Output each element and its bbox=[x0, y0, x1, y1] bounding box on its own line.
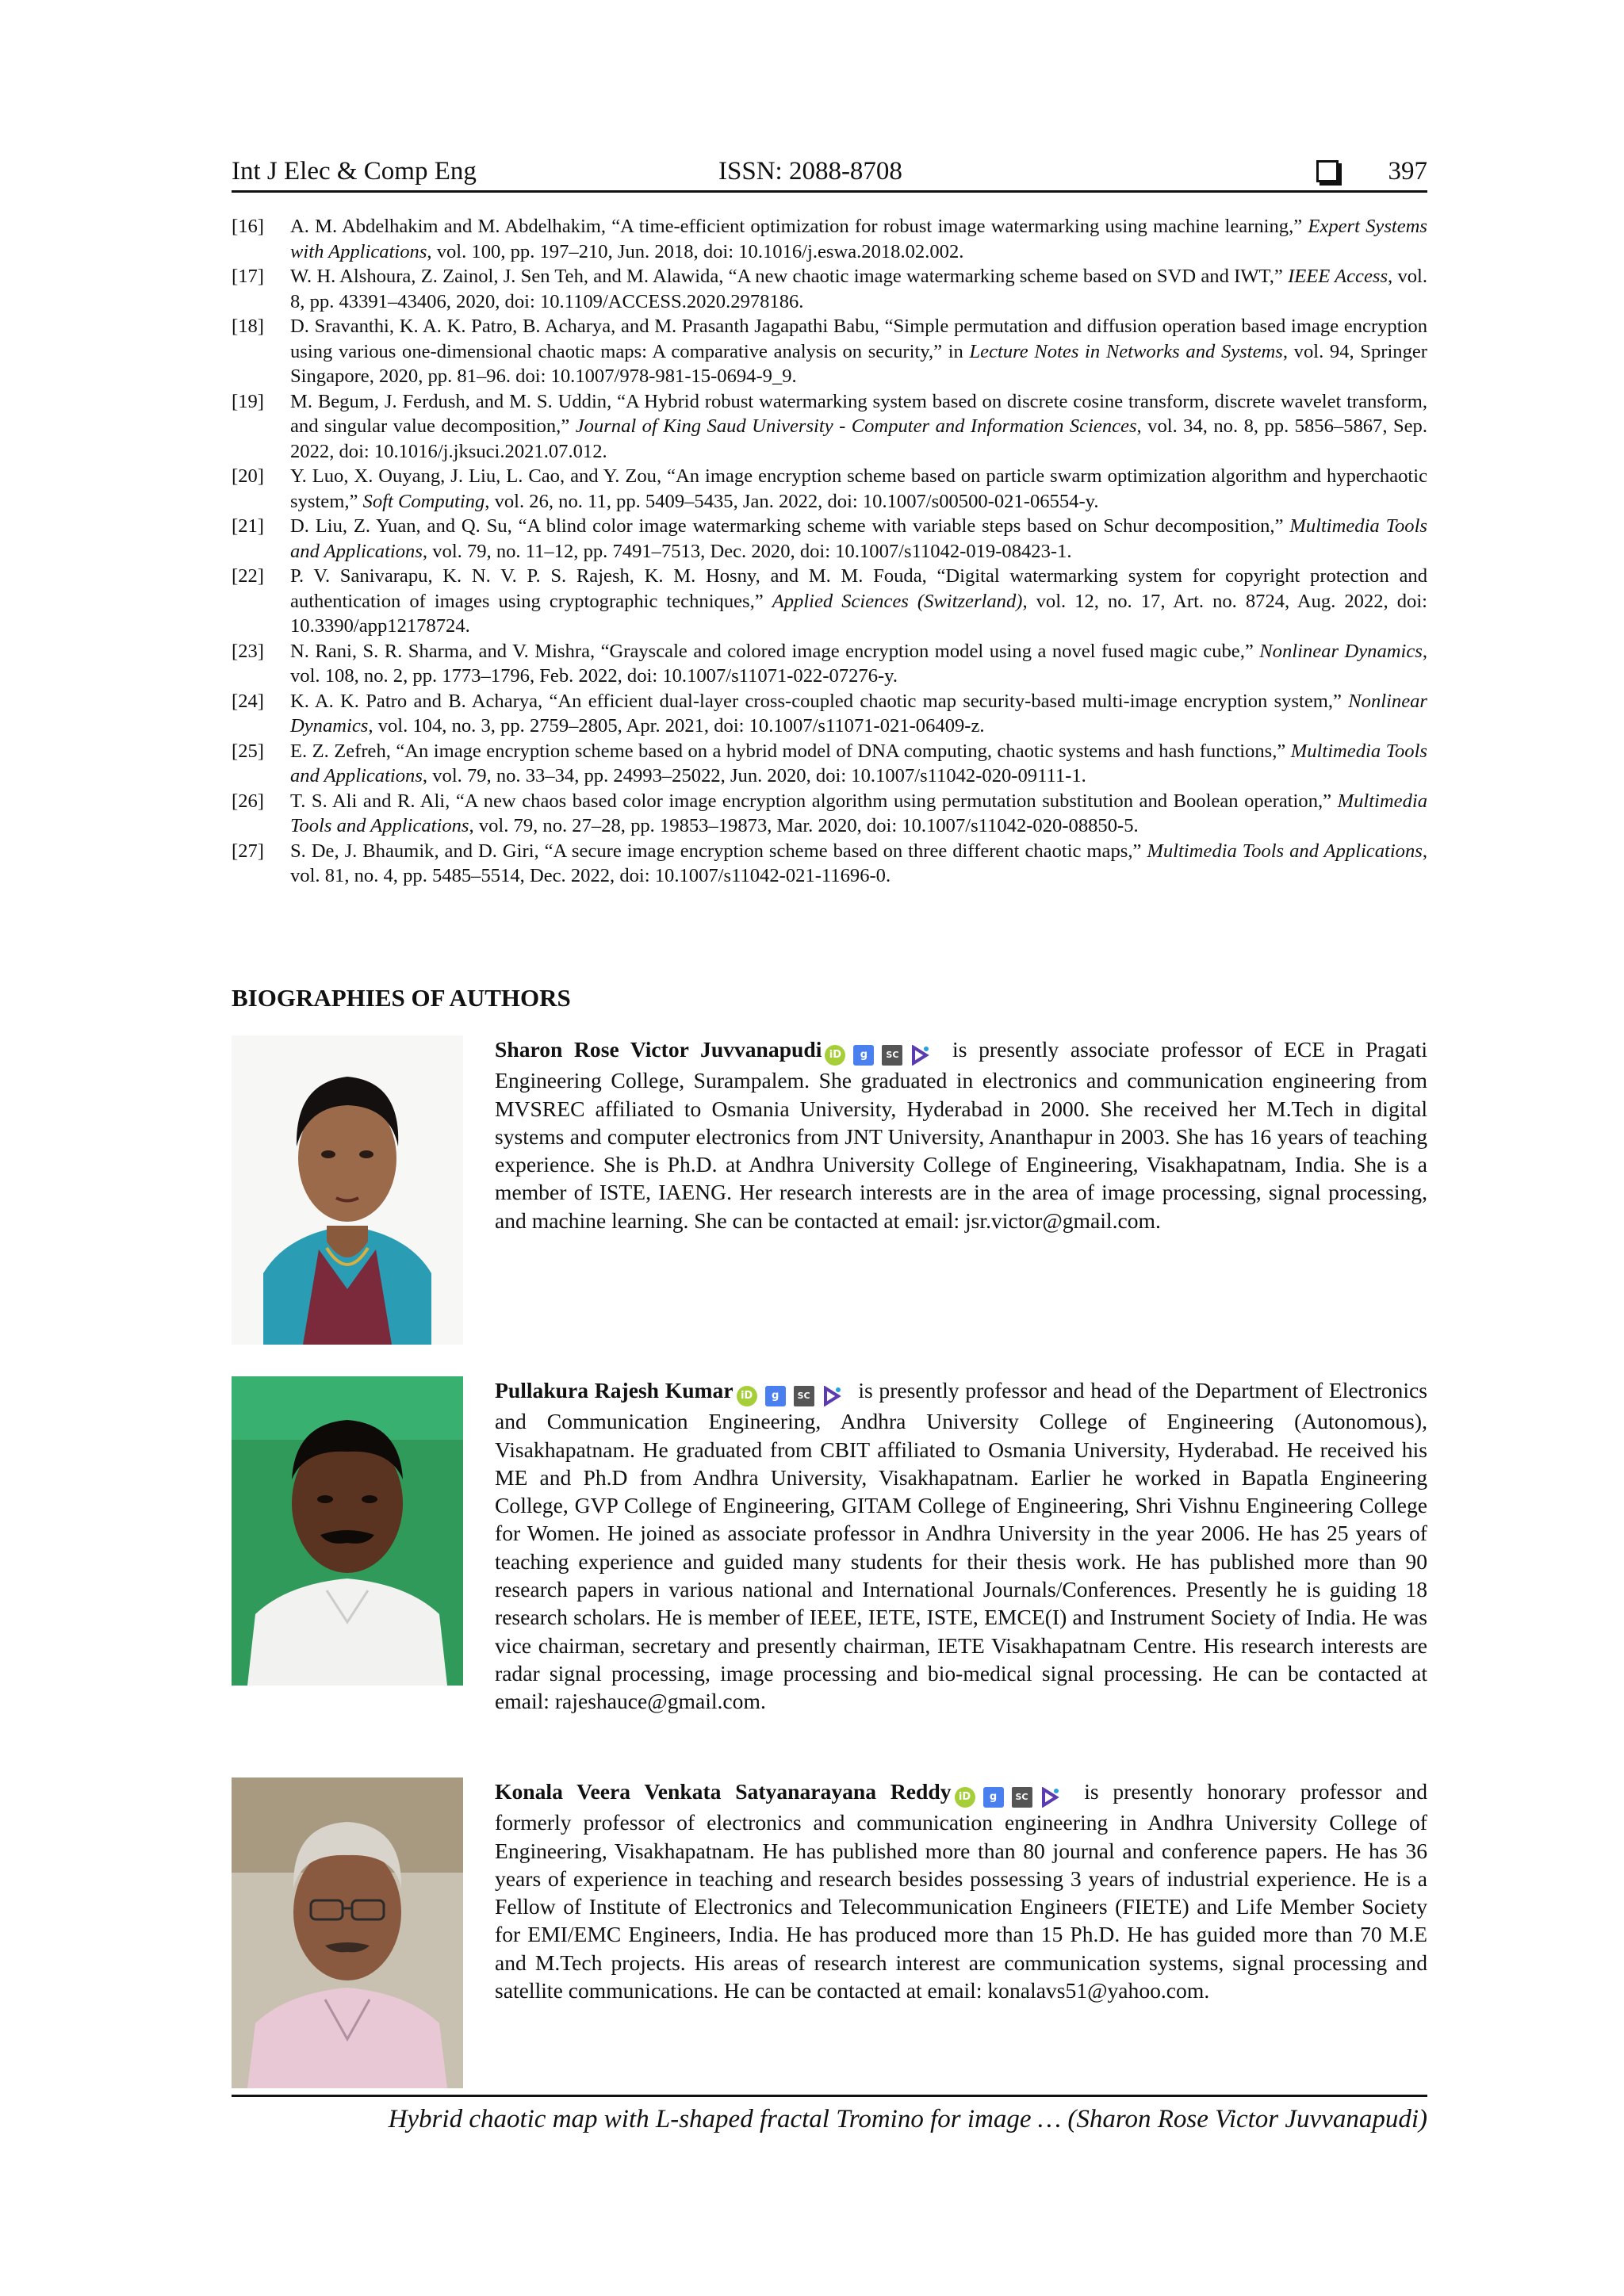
reference-item bbox=[232, 639, 1427, 689]
reference-text: D. Liu, Z. Yuan, and Q. Su, “A blind color image watermarking scheme with variable steps based on Schur decomposition,” bbox=[290, 515, 1290, 537]
running-footer bbox=[232, 2095, 1427, 2137]
author-bio bbox=[232, 1777, 1427, 2088]
reference-details: , vol. 79, no. 27–28, pp. 19853–19873, Mar. 2020, doi: 10.1007/s11042-020-08850-5. bbox=[469, 815, 1139, 836]
reference-item bbox=[232, 564, 1427, 639]
bio-text bbox=[495, 1777, 1427, 2004]
reference-item bbox=[232, 264, 1427, 314]
reference-venue: Multimedia Tools and Applications bbox=[290, 740, 1428, 786]
reference-list bbox=[232, 214, 1427, 889]
reference-number: [23] bbox=[232, 640, 264, 662]
reference-venue: Soft Computing bbox=[362, 490, 485, 512]
reference-number: [22] bbox=[232, 565, 264, 587]
reference-text: Y. Luo, X. Ouyang, J. Liu, L. Cao, and Y. Zou, “An image encryption scheme based on particle swarm optimization algorithm and hyperchaotic system,” bbox=[290, 465, 1427, 512]
reference-item bbox=[232, 389, 1427, 465]
reference-text: K. A. K. Patro and B. Acharya, “An efficient dual-layer cross-coupled chaotic map security-based multi-image encryption system,” bbox=[290, 690, 1349, 712]
reference-venue: Lecture Notes in Networks and Systems bbox=[969, 340, 1283, 362]
reference-item bbox=[232, 514, 1427, 564]
reference-text: P. V. Sanivarapu, K. N. V. P. S. Rajesh, K. M. Hosny, and M. M. Fouda, “Digital watermarking system for copyright protection and authentication of images using cryptographic techniques,” bbox=[290, 565, 1427, 612]
reference-details: , vol. 100, pp. 197–210, Jun. 2018, doi: 10.1016/j.eswa.2018.02.002. bbox=[427, 240, 964, 262]
reference-number: [24] bbox=[232, 690, 264, 712]
bio-text bbox=[495, 1035, 1427, 1234]
author-photo-illustration bbox=[232, 1376, 463, 1686]
reference-item bbox=[232, 839, 1427, 889]
reference-venue: Journal of King Saud University - Computer and Information Sciences bbox=[575, 415, 1137, 437]
bio-body: is presently professor and head of the Department of Electronics and Communication Engineering, Andhra University College of Engineering (Autonomous), Visakhapatnam. He graduated from CBIT affiliated to Osmania University, Hyderabad. He received his ME and Ph.D from Andhra University, Visakhapatnam. Earlier he worked in Bapatla Engineering College, GVP College of Engineering, GITAM College of Engineering, Shri Vishnu Engineering College for Women. He joined as associate professor in Andhra University in the year 2006. He has 25 years of teaching experience and guided many students for their thesis work. He has published more than 90 research papers in various national and International Journals/Conferences. Presently he is guiding 18 research scholars. He is member of IEEE, IETE, ISTE, EMCE(I) and Instrument Society of India. He was vice chairman, secretary and presently chairman, IETE Visakhapatnam Centre. His research interests are radar signal processing, image processing and bio-medical signal processing. He can be contacted at email: rajeshauce@gmail.com. bbox=[495, 1378, 1427, 1714]
reference-item bbox=[232, 314, 1427, 389]
reference-venue: Multimedia Tools and Applications bbox=[290, 790, 1427, 836]
bio-body: is presently honorary professor and formerly professor of electronics and communication engineering in Andhra University College of Engineering, Visakhapatnam. He has published more than 80 journal and conference papers. He has 36 years of experience in teaching and research besides possessing 3 years of industrial experience. He is a Fellow of Institute of Electronics and Telecommunication Engineers (FIETE) and Life Member Society for EMI/EMC Engineers, India. He has produced more than 15 Ph.D. He has guided more than 70 M.E and M.Tech projects. His areas of research interest are communication systems, signal processing and satellite communications. He can be contacted at email: konalavs51@yahoo.com. bbox=[495, 1779, 1427, 2003]
reference-number: [16] bbox=[232, 216, 264, 237]
orcid-icon[interactable]: iD bbox=[737, 1386, 757, 1406]
author-photo-illustration bbox=[232, 1777, 463, 2088]
reference-item bbox=[232, 789, 1427, 839]
reference-number: [20] bbox=[232, 465, 264, 487]
author-name: Konala Veera Venkata Satyanarayana Reddy bbox=[495, 1779, 952, 1804]
footer-title: Hybrid chaotic map with L-shaped fractal Tromino for image … (Sharon Rose Victor Juvvanapudi) bbox=[388, 2105, 1427, 2133]
reference-details: , vol. 34, no. 8, pp. 5856–5867, Sep. 2022, doi: 10.1016/j.jksuci.2021.07.012. bbox=[290, 415, 1427, 462]
reference-details: , vol. 79, no. 33–34, pp. 24993–25022, Jun. 2020, doi: 10.1007/s11042-020-09111-1. bbox=[422, 765, 1086, 786]
reference-item bbox=[232, 464, 1427, 514]
reference-details: , vol. 12, no. 17, Art. no. 8724, Aug. 2022, doi: 10.3390/app12178724. bbox=[290, 590, 1427, 637]
web-of-science-icon[interactable] bbox=[822, 1386, 841, 1406]
reference-text: E. Z. Zefreh, “An image encryption scheme based on a hybrid model of DNA computing, chaotic systems and hash functions,” bbox=[290, 740, 1291, 762]
reference-details: , vol. 108, no. 2, pp. 1773–1796, Feb. 2022, doi: 10.1007/s11071-022-07276-y. bbox=[290, 640, 1427, 687]
author-photo bbox=[232, 1035, 463, 1345]
reference-text: N. Rani, S. R. Sharma, and V. Mishra, “Grayscale and colored image encryption model using a novel fused magic cube,” bbox=[290, 640, 1260, 662]
orcid-icon[interactable]: iD bbox=[955, 1787, 975, 1808]
reference-venue: Nonlinear Dynamics bbox=[290, 690, 1427, 737]
scopus-icon[interactable]: SC bbox=[882, 1045, 902, 1066]
reference-text: W. H. Alshoura, Z. Zainol, J. Sen Teh, and M. Alawida, “A new chaotic image watermarking scheme based on SVD and IWT,” bbox=[290, 266, 1289, 287]
author-name: Pullakura Rajesh Kumar bbox=[495, 1378, 733, 1402]
bio-text bbox=[495, 1376, 1427, 1716]
reference-details: , vol. 81, no. 4, pp. 5485–5514, Dec. 2022, doi: 10.1007/s11042-021-11696-0. bbox=[290, 840, 1427, 886]
square-bullet-icon bbox=[1316, 160, 1339, 182]
author-photo-illustration bbox=[232, 1035, 463, 1345]
google-scholar-icon[interactable]: g bbox=[765, 1386, 786, 1406]
reference-item bbox=[232, 689, 1427, 739]
reference-number: [26] bbox=[232, 790, 264, 812]
reference-venue: Multimedia Tools and Applications bbox=[290, 515, 1427, 562]
biographies-heading: BIOGRAPHIES OF AUTHORS bbox=[232, 984, 571, 1012]
reference-text: A. M. Abdelhakim and M. Abdelhakim, “A time-efficient optimization for robust image watermarking using machine learning,” bbox=[290, 216, 1308, 237]
reference-text: S. De, J. Bhaumik, and D. Giri, “A secure image encryption scheme based on three different chaotic maps,” bbox=[290, 840, 1147, 862]
reference-text: T. S. Ali and R. Ali, “A new chaos based color image encryption algorithm using permutation substitution and Boolean operation,” bbox=[290, 790, 1338, 812]
reference-details: , vol. 94, Springer Singapore, 2020, pp. 81–96. doi: 10.1007/978-981-15-0694-9_9. bbox=[290, 340, 1427, 387]
reference-item bbox=[232, 214, 1427, 264]
reference-venue: Multimedia Tools and Applications bbox=[1147, 840, 1423, 862]
profile-icons bbox=[737, 1380, 849, 1407]
reference-number: [21] bbox=[232, 515, 264, 537]
bio-body: is presently associate professor of ECE in Pragati Engineering College, Surampalem. She graduated in electronics and communication engineering from MVSREC affiliated to Osmania University, Hyderabad in 2000. She received her M.Tech in digital systems and computer electronics from JNT University, Ananthapur in 2003. She has 16 years of teaching experience. She is Ph.D. at Andhra University College of Engineering, Visakhapatnam, India. She is a member of ISTE, IAENG. Her research interests are in the area of image processing, signal processing, and machine learning. She can be contacted at email: jsr.victor@gmail.com. bbox=[495, 1037, 1427, 1233]
author-bio bbox=[232, 1376, 1427, 1714]
scopus-icon[interactable]: SC bbox=[1012, 1787, 1032, 1808]
profile-icons bbox=[955, 1781, 1067, 1808]
reference-number: [19] bbox=[232, 390, 264, 412]
issn: ISSN: 2088-8708 bbox=[718, 157, 902, 186]
reference-venue: IEEE Access bbox=[1288, 266, 1388, 287]
reference-venue: Applied Sciences (Switzerland) bbox=[772, 590, 1023, 612]
google-scholar-icon[interactable]: g bbox=[853, 1045, 874, 1066]
orcid-icon[interactable]: iD bbox=[825, 1045, 845, 1066]
journal-name: Int J Elec & Comp Eng bbox=[232, 157, 477, 186]
reference-item bbox=[232, 739, 1427, 789]
author-name: Sharon Rose Victor Juvvanapudi bbox=[495, 1037, 822, 1062]
scopus-icon[interactable]: SC bbox=[794, 1386, 814, 1406]
running-header bbox=[232, 155, 1427, 193]
reference-number: [18] bbox=[232, 316, 264, 337]
reference-text: D. Sravanthi, K. A. K. Patro, B. Acharya, and M. Prasanth Jagapathi Babu, “Simple permutation and diffusion operation based image encryption using various one-dimensional chaotic maps: A comparative analysis on security,” in bbox=[290, 316, 1427, 362]
reference-details: , vol. 79, no. 11–12, pp. 7491–7513, Dec. 2020, doi: 10.1007/s11042-019-08423-1. bbox=[422, 540, 1072, 562]
reference-number: [27] bbox=[232, 840, 264, 862]
web-of-science-icon[interactable] bbox=[910, 1045, 929, 1066]
reference-venue: Nonlinear Dynamics bbox=[1259, 640, 1423, 662]
reference-text: M. Begum, J. Ferdush, and M. S. Uddin, “A Hybrid robust watermarking system based on discrete cosine transform, discrete wavelet transform, and singular value decomposition,” bbox=[290, 390, 1427, 437]
reference-number: [25] bbox=[232, 740, 264, 762]
reference-number: [17] bbox=[232, 266, 264, 287]
google-scholar-icon[interactable]: g bbox=[983, 1787, 1004, 1808]
reference-details: , vol. 26, no. 11, pp. 5409–5435, Jan. 2022, doi: 10.1007/s00500-021-06554-y. bbox=[485, 490, 1099, 512]
reference-venue: Expert Systems with Applications bbox=[290, 216, 1427, 262]
web-of-science-icon[interactable] bbox=[1040, 1787, 1059, 1808]
author-photo bbox=[232, 1777, 463, 2088]
page-number: 397 bbox=[1388, 157, 1427, 186]
author-bio bbox=[232, 1035, 1427, 1345]
profile-icons bbox=[825, 1039, 937, 1066]
author-photo bbox=[232, 1376, 463, 1686]
reference-details: , vol. 8, pp. 43391–43406, 2020, doi: 10.1109/ACCESS.2020.2978186. bbox=[290, 266, 1428, 312]
reference-details: , vol. 104, no. 3, pp. 2759–2805, Apr. 2021, doi: 10.1007/s11071-021-06409-z. bbox=[368, 715, 985, 737]
